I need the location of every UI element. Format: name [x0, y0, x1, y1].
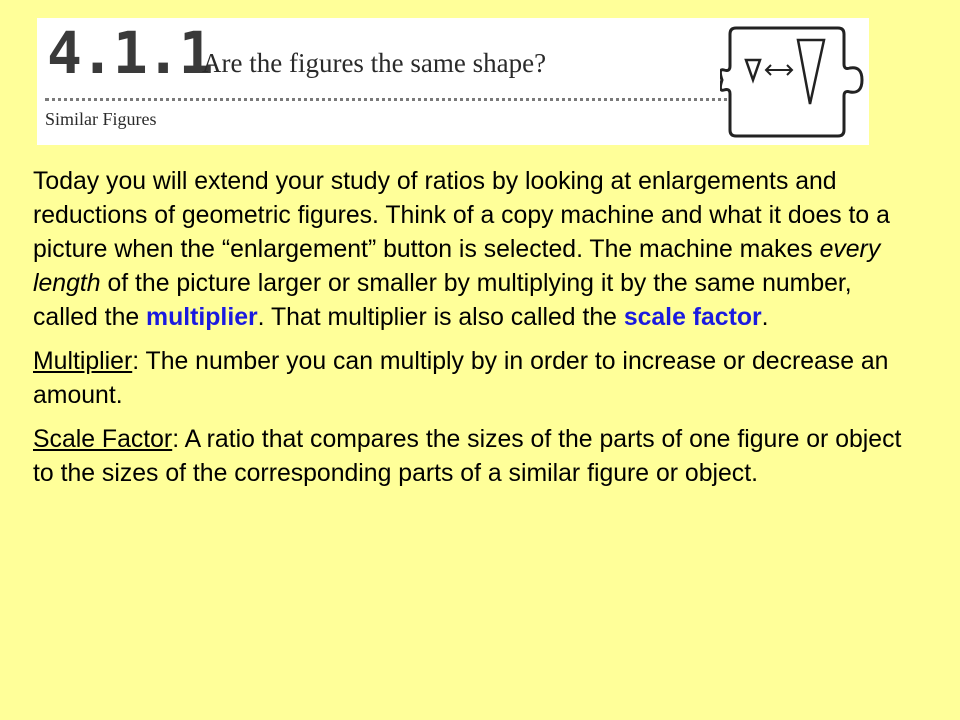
lesson-banner	[37, 18, 869, 145]
intro-text: of the picture larger or smaller by multiplying it by the same number, called the	[33, 270, 852, 331]
intro-text: . That multiplier is also called the	[257, 304, 624, 331]
intro-emphasis-every: every	[819, 236, 881, 263]
definition-scale-factor	[33, 423, 923, 491]
definition-text: : The number you can multiply by in order to increase or decrease an amount.	[33, 348, 889, 409]
dotted-divider	[45, 98, 735, 101]
definition-term: Multiplier	[33, 348, 133, 375]
intro-emphasis-length: length	[33, 270, 101, 297]
intro-text: Today you will extend your study of ratios by looking at enlargements and reductions of geometric figures. Think of a copy machine and what it does to a picture when the “enlargement” button is selected. The machine makes	[33, 168, 890, 263]
term-multiplier: multiplier	[146, 304, 258, 331]
intro-paragraph	[33, 165, 923, 335]
lesson-title: Are the figures the same shape?	[202, 48, 547, 78]
lesson-number: 4.1.1	[47, 19, 212, 87]
puzzle-piece-triangles-icon	[720, 20, 865, 142]
definition-multiplier	[33, 345, 923, 413]
lesson-content	[33, 165, 923, 501]
definition-text: : A ratio that compares the sizes of the parts of one figure or object to the sizes of the corresponding parts of a similar figure or object.	[33, 426, 902, 487]
lesson-subtitle: Similar Figures	[45, 109, 157, 129]
intro-text: .	[761, 304, 769, 331]
definition-term: Scale Factor	[33, 426, 173, 453]
term-scale-factor: scale factor	[623, 304, 762, 331]
